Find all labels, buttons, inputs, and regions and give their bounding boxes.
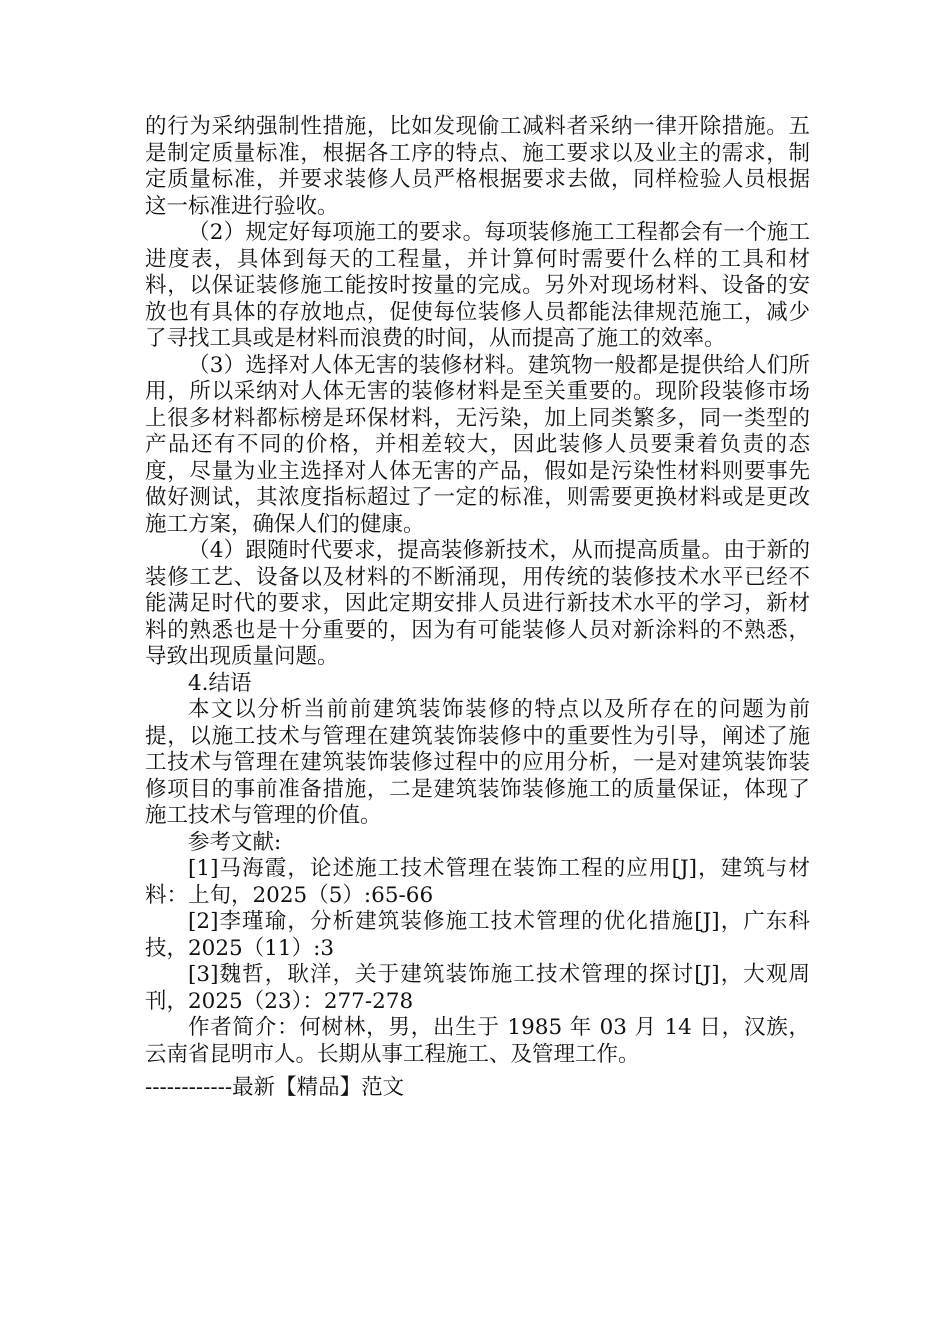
reference-1: [1]马海霞，论述施工技术管理在装饰工程的应用[J]，建筑与材料：上旬，2025（5）:65-66 <box>145 856 810 908</box>
paragraph-4: （4）跟随时代要求，提高装修新技术，从而提高质量。由于新的装修工艺、设备以及材料的不断涌现，用传统的装修技术水平已经不能满足时代的要求，因此定期安排人员进行新技术水平的学习，新材料的熟悉也是十分重要的，因为有可能装修人员对新涂料的不熟悉，导致出现质量问题。 <box>145 538 810 669</box>
author-bio: 作者简介：何树林，男，出生于 1985 年 03 月 14 日，汉族，云南省昆明市人。长期从事工程施工、及管理工作。 <box>145 1015 810 1067</box>
section-heading-conclusion: 4.结语 <box>188 670 252 696</box>
paragraph-3: （3）选择对人体无害的装修材料。建筑物一般都是提供给人们所用，所以采纳对人体无害的装修材料是至关重要的。现阶段装修市场上很多材料都标榜是环保材料，无污染，加上同类繁多，同一类型的产品还有不同的价格，并相差较大，因此装修人员要秉着负责的态度，尽量为业主选择对人体无害的产品，假如是污染性材料则要事先做好测试，其浓度指标超过了一定的标准，则需要更换材料或是更改施工方案，确保人们的健康。 <box>145 352 810 537</box>
page-footer: ------------最新【精品】范文 <box>145 1075 405 1100</box>
paragraph-conclusion: 本文以分析当前前建筑装饰装修的特点以及所存在的问题为前提，以施工技术与管理在建筑装饰装修中的重要性为引导，阐述了施工技术与管理在建筑装饰装修过程中的应用分析，一是对建筑装饰装修项目的事前准备措施，二是建筑装饰装修施工的质量保证，体现了施工技术与管理的价值。 <box>145 697 810 828</box>
references-heading: 参考文献: <box>188 829 282 855</box>
reference-2: [2]李瑾瑜，分析建筑装修施工技术管理的优化措施[J]，广东科技，2025（11）:3 <box>145 909 810 961</box>
reference-3: [3]魏哲，耿洋，关于建筑装饰施工技术管理的探讨[J]，大观周刊，2025（23）：277-278 <box>145 962 810 1014</box>
paragraph-1: 的行为采纳强制性措施，比如发现偷工减料者采纳一律开除措施。五是制定质量标准，根据各工序的特点、施工要求以及业主的需求，制定质量标准，并要求装修人员严格根据要求去做，同样检验人员根据这一标准进行验收。 <box>145 114 810 219</box>
paragraph-2: （2）规定好每项施工的要求。每项装修施工工程都会有一个施工进度表，具体到每天的工程量，并计算何时需要什么样的工具和材料，以保证装修施工能按时按量的完成。另外对现场材料、设备的安放也有具体的存放地点，促使每位装修人员都能法律规范施工，减少了寻找工具或是材料而浪费的时间，从而提高了施工的效率。 <box>145 220 810 351</box>
document-body <box>145 114 810 1068</box>
